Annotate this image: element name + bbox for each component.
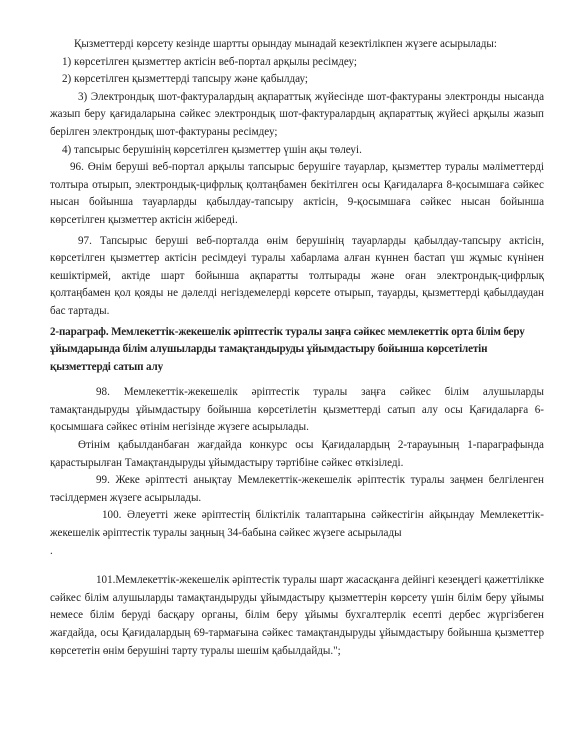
list-item-step-1: 1) көрсетілген қызметтер актісін веб-портал арқылы ресімдеу; xyxy=(62,55,358,68)
list-item-step-3: 3) Электрондық шот-фактуралардың ақпараттық жүйесінде шот-фактураны электронды нысанда жазып беру қағидаларына сәйкес электрондық шот-фактуралардың ақпараттық жүйесі арқылы жазып берілген электрондық шот-фактураны ресімдеу; xyxy=(50,90,544,138)
intro-paragraph: Қызметтерді көрсету кезінде шартты орындау мынадай кезектілікпен жүзеге асырылады: xyxy=(74,38,497,50)
section-heading: 2-параграф. Мемлекеттік-жекешелік әріптестік туралы заңға сәйкес мемлекеттік орта білім беру ұйымдарында білім алушыларды тамақтандыруды ұйымдастыру бойынша көрсетілетін қызметтерді сатып алу xyxy=(50,325,525,373)
paragraph-98: 98. Мемлекеттік-жекешелік әріптестік туралы заңға сәйкес білім алушыларды тамақтандыруды ұйымдастыру бойынша көрсетілетін қызметтерді сатып алу осы Қағидаларға 6-қосымшаға сәйкес өтінім негізінде жүзеге асырылады. xyxy=(50,386,544,434)
paragraph-100: 100. Әлеуетті жеке әріптестің біліктілік талаптарына сәйкестігін айқындау Мемлекеттік-жекешелік әріптестік туралы заңның 34-бабына сәйкес жүзеге асырылады xyxy=(50,509,544,540)
paragraph-96: 96. Өнім беруші веб-портал арқылы тапсырыс берушіге тауарлар, қызметтер туралы мәліметтерді толтыра отырып, электрондық-цифрлық қолтаңбамен бекітілген осы Қағидаларға 8-қосымшаға сәйкес нысан бойынша тауарларды қабылдау-тапсыру актісін, 9-қосымшаға сәйкес нысан бойынша көрсетілген қызметтер актісін жібереді. xyxy=(50,161,544,226)
list-item-step-2: 2) көрсетілген қызметтерді тапсыру және қабылдау; xyxy=(62,73,308,86)
paragraph-99: 99. Жеке әріптесті анықтау Мемлекеттік-жекешелік әріптестік туралы заңмен белгіленген тәсілдермен жүзеге асырылады. xyxy=(50,474,544,504)
paragraph-98-continued: Өтінім қабылданбаған жағдайда конкурс осы Қағидалардың 2-тарауының 1-параграфында қарастырылған Тамақтандыруды ұйымдастыру тәртібіне сәйкес өткізіледі. xyxy=(50,439,544,469)
paragraph-97: 97. Тапсырыс беруші веб-порталда өнім берушінің тауарларды қабылдау-тапсыру актісін, көрсетілген қызметтер актісін ресімдеуі туралы хабарлама алған күннен бастап үш жұмыс күнінен кешіктірмей, актіде шарт бойынша ақпаратты толтырады және оған электрондық-цифрлық қолтаңбамен қол қояды не дәлелді негіздемелерді көрсете отырып, тауарды, қызметтерді қабылдаудан бас тартады. xyxy=(50,234,544,317)
paragraph-101: 101.Мемлекеттік-жекешелік әріптестік туралы шарт жасасқанға дейінгі кезеңдегі қажеттілікке сәйкес білім алушыларды тамақтандыруды ұйымдастыру қызметтерін көрсету үшін білім беру ұйымы немесе білім беруді басқару органы, білім беру ұйымы бухгалтерлік есепті дербес жүргізбеген жағдайда, осы Қағидалардың 69-тармағына сәйкес тамақтандыруды ұйымдастыру бойынша қызметтер көрсететін өнім берушіні тарту туралы шешім қабылдайды."; xyxy=(50,574,544,657)
paragraph-100-period: . xyxy=(50,544,53,557)
list-item-step-4: 4) тапсырыс берушінің көрсетілген қызметтер үшін ақы төлеуі. xyxy=(62,143,362,156)
